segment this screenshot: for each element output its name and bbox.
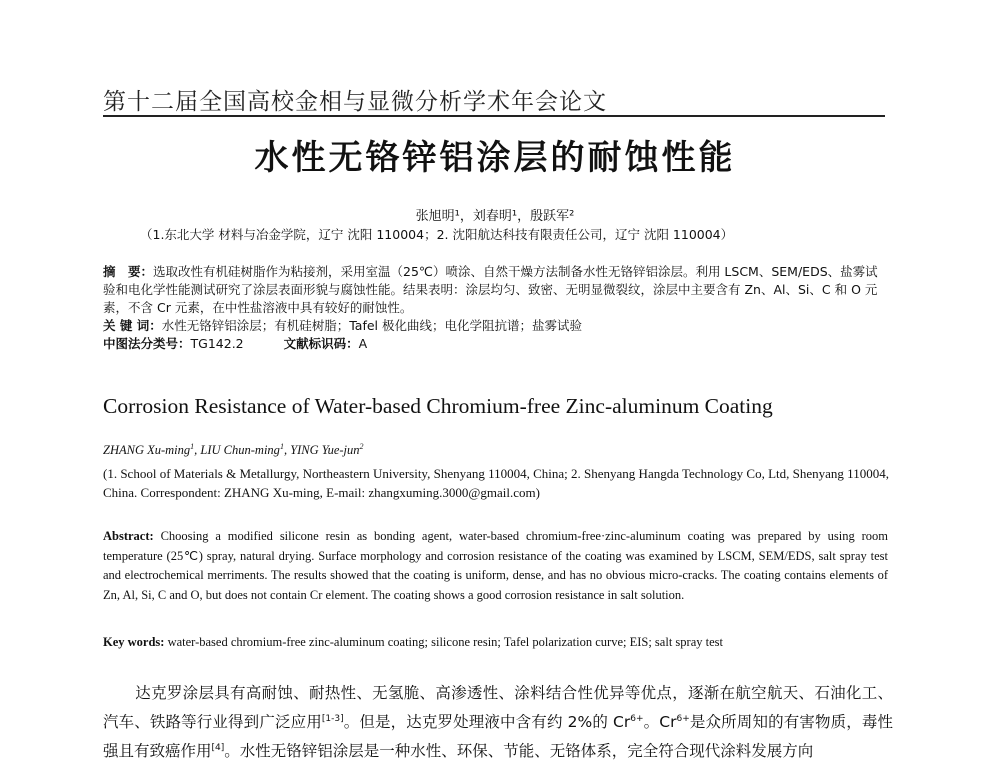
affiliation-cn: （1.东北大学 材料与冶金学院，辽宁 沈阳 110004；2. 沈阳航达科技有限责任公司，辽宁 沈阳 110004） (140, 227, 734, 242)
keywords-cn-line (103, 317, 883, 335)
abstract-en (103, 527, 888, 605)
body-text: 。但是，达克罗处理液中含有约 2%的 Cr (343, 713, 631, 732)
keywords-en-text: water-based chromium-free zinc-aluminum coating; silicone resin; Tafel polarization curve; EIS; salt spray test (164, 635, 723, 649)
clc-number: TG142.2 (190, 336, 244, 351)
body-text: 。Cr (643, 713, 677, 732)
header-rule (103, 115, 885, 117)
keywords-en (103, 635, 888, 650)
author-en-2-sup: 1 (279, 442, 284, 451)
keywords-cn: 水性无铬锌铝涂层；有机硅树脂；Tafel 极化曲线；电化学阻抗谱；盐雾试验 (161, 318, 582, 333)
author-sep: , (283, 443, 291, 458)
abstract-cn-text: 选取改性有机硅树脂作为粘接剂，采用室温（25℃）喷涂、自然干燥方法制备水性无铬锌铝涂层。利用 LSCM、SEM/EDS、盐雾试验和电化学性能测试研究了涂层表面形貌与腐蚀性能。结果表明：涂层均匀、致密、无明显微裂纹，涂层中主要含有 Zn、Al、Si、C 和 O 元素，不含 Cr 元素，在中性盐溶液中具有较好的耐蚀性。 (103, 264, 878, 315)
affiliation-en: (1. School of Materials & Metallurgy, Northeastern University, Shenyang 110004, China; 2. Shenyang Hangda Technology Co, Ltd, Shenyang 110004, China. Correspondent: ZHANG Xu-ming, E-mail: zhangxuming.3000@gmail.com) (103, 466, 889, 500)
paper-title-en: Corrosion Resistance of Water-based Chromium-free Zinc-aluminum Coating (103, 394, 773, 418)
authors-cn: 张旭明¹，刘春明¹，殷跃军² (415, 209, 575, 224)
body-text: 达克罗涂层具有高耐蚀、耐热性、无氢脆、高渗透性、涂料结合性优异等优点，逐渐在航空航天、石油化工、汽车、铁路等行业得到广泛应用 (103, 684, 893, 732)
paper-title-cn: 水性无铬锌铝涂层的耐蚀性能 (254, 138, 736, 178)
conference-header: 第十二届全国高校金相与显微分析学术年会论文 (103, 89, 607, 115)
doc-code: A (358, 336, 368, 351)
keywords-en-label: Key words: (103, 635, 165, 649)
ion-charge: 6+ (630, 714, 644, 724)
author-en-2: LIU Chun-ming (200, 443, 280, 458)
abstract-en-text: Choosing a modified silicone resin as bonding agent, water-based chromium-free·zinc-aluminum coating was prepared by using room temperature (25℃) spray, natural drying. Surface morphology and corrosion resistance of the coating was examined by LSCM, SEM/EDS, salt spray test and electrochemical merriments. The results showed that the coating is uniform, dense, and has no obvious micro-cracks. The coating contains elements of Zn, Al, Si, C and O, but does not contain Cr element. The coating shows a good corrosion resistance in salt solution. (103, 529, 888, 602)
author-en-3: YING Yue-jun (290, 443, 360, 458)
body-text: 。水性无铬锌铝涂层是一种水性、环保、节能、无铬体系，完全符合现代涂料发展方向 (224, 742, 814, 761)
keywords-cn-label: 关 键 词： (103, 318, 162, 333)
author-en-1: ZHANG Xu-ming (103, 443, 191, 458)
classification-line (103, 335, 883, 353)
body-text: 是众所周知的有害物质，毒性强且有致癌作用 (103, 713, 893, 761)
doc-code-label: 文献标识码： (283, 336, 359, 351)
body-paragraph (103, 680, 893, 764)
citation-ref: [1-3] (321, 714, 344, 724)
abstract-cn (103, 263, 883, 353)
author-sep: , (194, 443, 201, 458)
clc-label: 中图法分类号： (103, 336, 191, 351)
citation-ref: [4] (211, 743, 225, 754)
author-en-1-sup: 1 (190, 442, 195, 451)
abstract-en-label: Abstract: (103, 529, 154, 543)
author-en-3-sup: 2 (359, 442, 364, 451)
abstract-cn-label: 摘 要： (103, 264, 154, 279)
ion-charge: 6+ (676, 714, 690, 724)
authors-en (103, 442, 883, 458)
